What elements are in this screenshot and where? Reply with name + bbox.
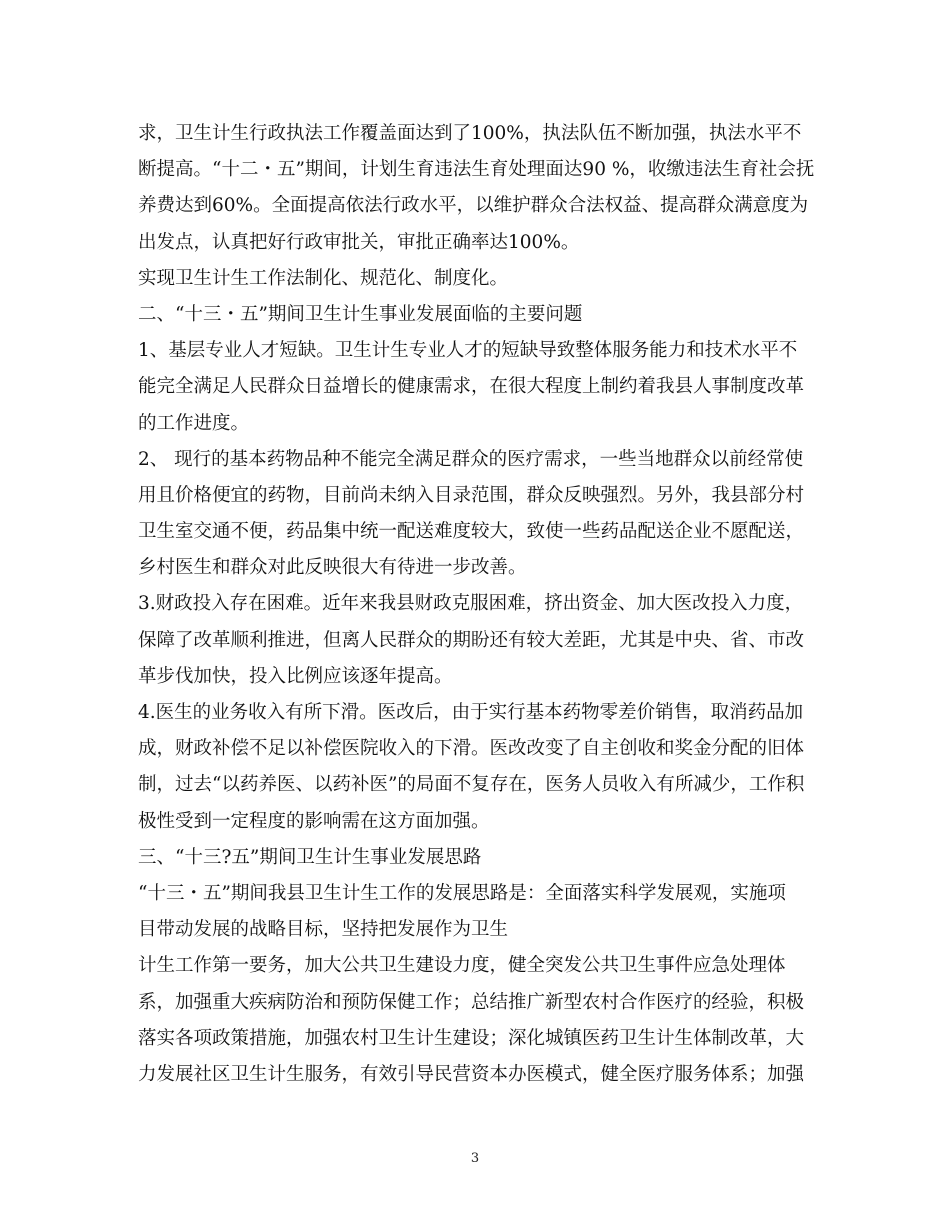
body-line: 系，加强重大疾病防治和预防保健工作；总结推广新型农村合作医疗的经验，积极 [138,991,805,1013]
body-line: 2、 现行的基本药物品种不能完全满足群众的医疗需求，一些当地群众以前经常使 [138,448,804,470]
body-line: 用且价格便宜的药物，目前尚未纳入目录范围，群众反映强烈。另外，我县部分村 [138,484,805,506]
body-line: 制，过去“以药养医、以药补医”的局面不复存在，医务人员收入有所减少，工作积 [138,774,805,796]
body-line: 3.财政投入存在困难。近年来我县财政克服困难，挤出资金、加大医改投入力度， [138,593,804,615]
body-line: 落实各项政策措施，加强农村卫生计生建设；深化城镇医药卫生计生体制改革，大 [138,1027,805,1049]
body-line: 出发点，认真把好行政审批关，审批正确率达100%。 [138,231,580,253]
body-line: 计生工作第一要务，加大公共卫生建设力度，健全突发公共卫生事件应急处理体 [138,955,786,977]
body-line: “十三・五”期间我县卫生计生工作的发展思路是：全面落实科学发展观，实施项 [138,882,786,904]
body-line: 目带动发展的战略目标，坚持把发展作为卫生 [138,919,509,941]
body-line: 养费达到60%。全面提高依法行政水平，以维护群众合法权益、提高群众满意度为 [138,195,809,217]
body-line: 革步伐加快，投入比例应该逐年提高。 [138,665,453,687]
body-line: 实现卫生计生工作法制化、规范化、制度化。 [138,267,509,289]
document-body [138,116,818,1093]
body-line: 极性受到一定程度的影响需在这方面加强。 [138,810,490,832]
body-line: 卫生室交通不便，药品集中统一配送难度较大，致使一些药品配送企业不愿配送， [138,521,805,543]
body-line: 断提高。“十二・五”期间，计划生育违法生育处理面达90 %，收缴违法生育社会抚 [138,159,815,181]
section-heading: 二、“十三・五”期间卫生计生事业发展面临的主要问题 [138,303,583,325]
body-line: 成，财政补偿不足以补偿医院收入的下滑。医改改变了自主创收和奖金分配的旧体 [138,738,805,760]
body-line: 求，卫生计生行政执法工作覆盖面达到了100%，执法队伍不断加强，执法水平不 [138,123,802,144]
body-line: 4.医生的业务收入有所下滑。医改后，由于实行基本药物零差价销售，取消药品加 [138,702,804,723]
body-line: 能完全满足人民群众日益增长的健康需求，在很大程度上制约着我县人事制度改革 [138,376,805,398]
section-heading: 三、“十三?五”期间卫生计生事业发展思路 [138,846,482,868]
body-line: 力发展社区卫生计生服务，有效引导民营资本办医模式，健全医疗服务体系；加强 [138,1063,805,1085]
body-line: 保障了改革顺利推进，但离人民群众的期盼还有较大差距，尤其是中央、省、市改 [138,629,805,651]
body-line: 乡村医生和群众对此反映很大有待进一步改善。 [138,557,527,579]
body-line: 的工作进度。 [138,412,250,434]
body-line: 1、基层专业人才短缺。卫生计生专业人才的短缺导致整体服务能力和技术水平不 [138,340,798,362]
page-number: 3 [470,1151,480,1166]
